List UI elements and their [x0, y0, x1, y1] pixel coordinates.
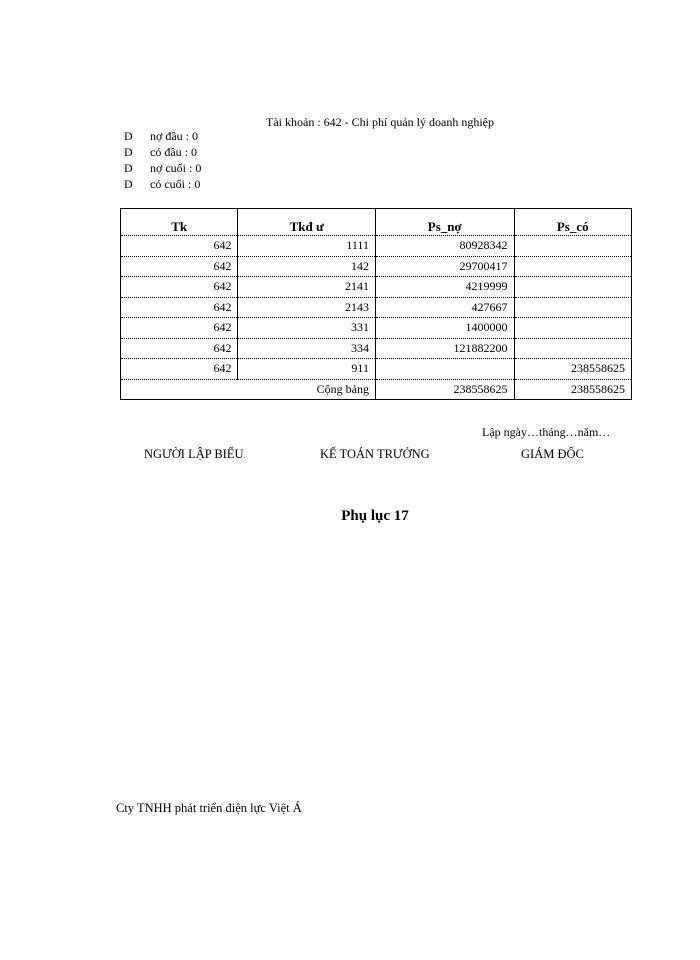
- cell-ps-co: [514, 277, 631, 298]
- cell-ps-co: [514, 256, 631, 277]
- cell-tkdu: 2143: [238, 297, 376, 318]
- table-row: [121, 297, 632, 318]
- cell-tk: 642: [121, 359, 238, 380]
- appendix-heading: Phụ lục 17: [341, 508, 409, 524]
- cell-tkdu: 331: [238, 318, 376, 339]
- balance-prefix: D: [124, 129, 133, 143]
- cell-tk: 642: [121, 256, 238, 277]
- table-row: [121, 236, 632, 257]
- ledger-table: [120, 208, 632, 400]
- cell-ps-no: 1400000: [375, 318, 514, 339]
- cell-tk: 642: [121, 277, 238, 298]
- date-line: Lập ngày…tháng…năm…: [482, 425, 611, 439]
- table-row: [121, 338, 632, 359]
- cell-ps-no: 427667: [375, 297, 514, 318]
- cell-ps-co: [514, 318, 631, 339]
- cell-ps-co: 238558625: [514, 359, 631, 380]
- signer-preparer: NGƯỜI LẬP BIỂU: [144, 447, 244, 461]
- balance-prefix: D: [124, 161, 133, 175]
- cell-ps-co: [514, 236, 631, 257]
- total-row: [121, 379, 632, 400]
- header-tk: Tk: [121, 209, 238, 236]
- balance-row: [124, 160, 201, 176]
- cell-ps-no: 29700417: [375, 256, 514, 277]
- header-ps-co: Ps_có: [514, 209, 631, 236]
- cell-ps-co: [514, 338, 631, 359]
- cell-tk: 642: [121, 318, 238, 339]
- table-row: [121, 256, 632, 277]
- cell-tk: 642: [121, 297, 238, 318]
- balance-row: [124, 128, 201, 144]
- table-row: [121, 277, 632, 298]
- balance-opening-debit: nợ đầu : 0: [150, 129, 199, 143]
- header-tkdu: Tkđ ư: [238, 209, 376, 236]
- cell-tkdu: 142: [238, 256, 376, 277]
- table-row: [121, 318, 632, 339]
- company-name: Cty TNHH phát triển điện lực Việt Á: [116, 801, 302, 815]
- signer-chief-accountant: KẾ TOÁN TRƯỞNG: [320, 447, 430, 461]
- header-ps-no: Ps_nợ: [375, 209, 514, 236]
- signer-director: GIÁM ĐỐC: [521, 447, 584, 461]
- cell-tkdu: 911: [238, 359, 376, 380]
- total-label: Cộng bảng: [238, 379, 376, 400]
- account-title: Tài khoản : 642 - Chi phí quản lý doanh nghiệp: [266, 115, 494, 129]
- balance-list: [124, 128, 201, 192]
- cell-ps-no: [375, 359, 514, 380]
- cell-tkdu: 2141: [238, 277, 376, 298]
- total-credit: 238558625: [514, 379, 631, 400]
- balance-row: [124, 176, 201, 192]
- cell-tk: 642: [121, 236, 238, 257]
- cell-ps-no: 4219999: [375, 277, 514, 298]
- cell-tkdu: 334: [238, 338, 376, 359]
- cell-ps-co: [514, 297, 631, 318]
- cell-ps-no: 80928342: [375, 236, 514, 257]
- cell-ps-no: 121882200: [375, 338, 514, 359]
- balance-prefix: D: [124, 177, 133, 191]
- total-debit: 238558625: [375, 379, 514, 400]
- cell-blank: [121, 379, 238, 400]
- balance-closing-debit: nợ cuối : 0: [150, 161, 202, 175]
- balance-opening-credit: có đầu : 0: [150, 145, 197, 159]
- cell-tk: 642: [121, 338, 238, 359]
- table-header-row: [121, 209, 632, 236]
- balance-prefix: D: [124, 145, 133, 159]
- cell-tkdu: 1111: [238, 236, 376, 257]
- table-row: [121, 359, 632, 380]
- balance-row: [124, 144, 201, 160]
- balance-closing-credit: có cuối : 0: [150, 177, 201, 191]
